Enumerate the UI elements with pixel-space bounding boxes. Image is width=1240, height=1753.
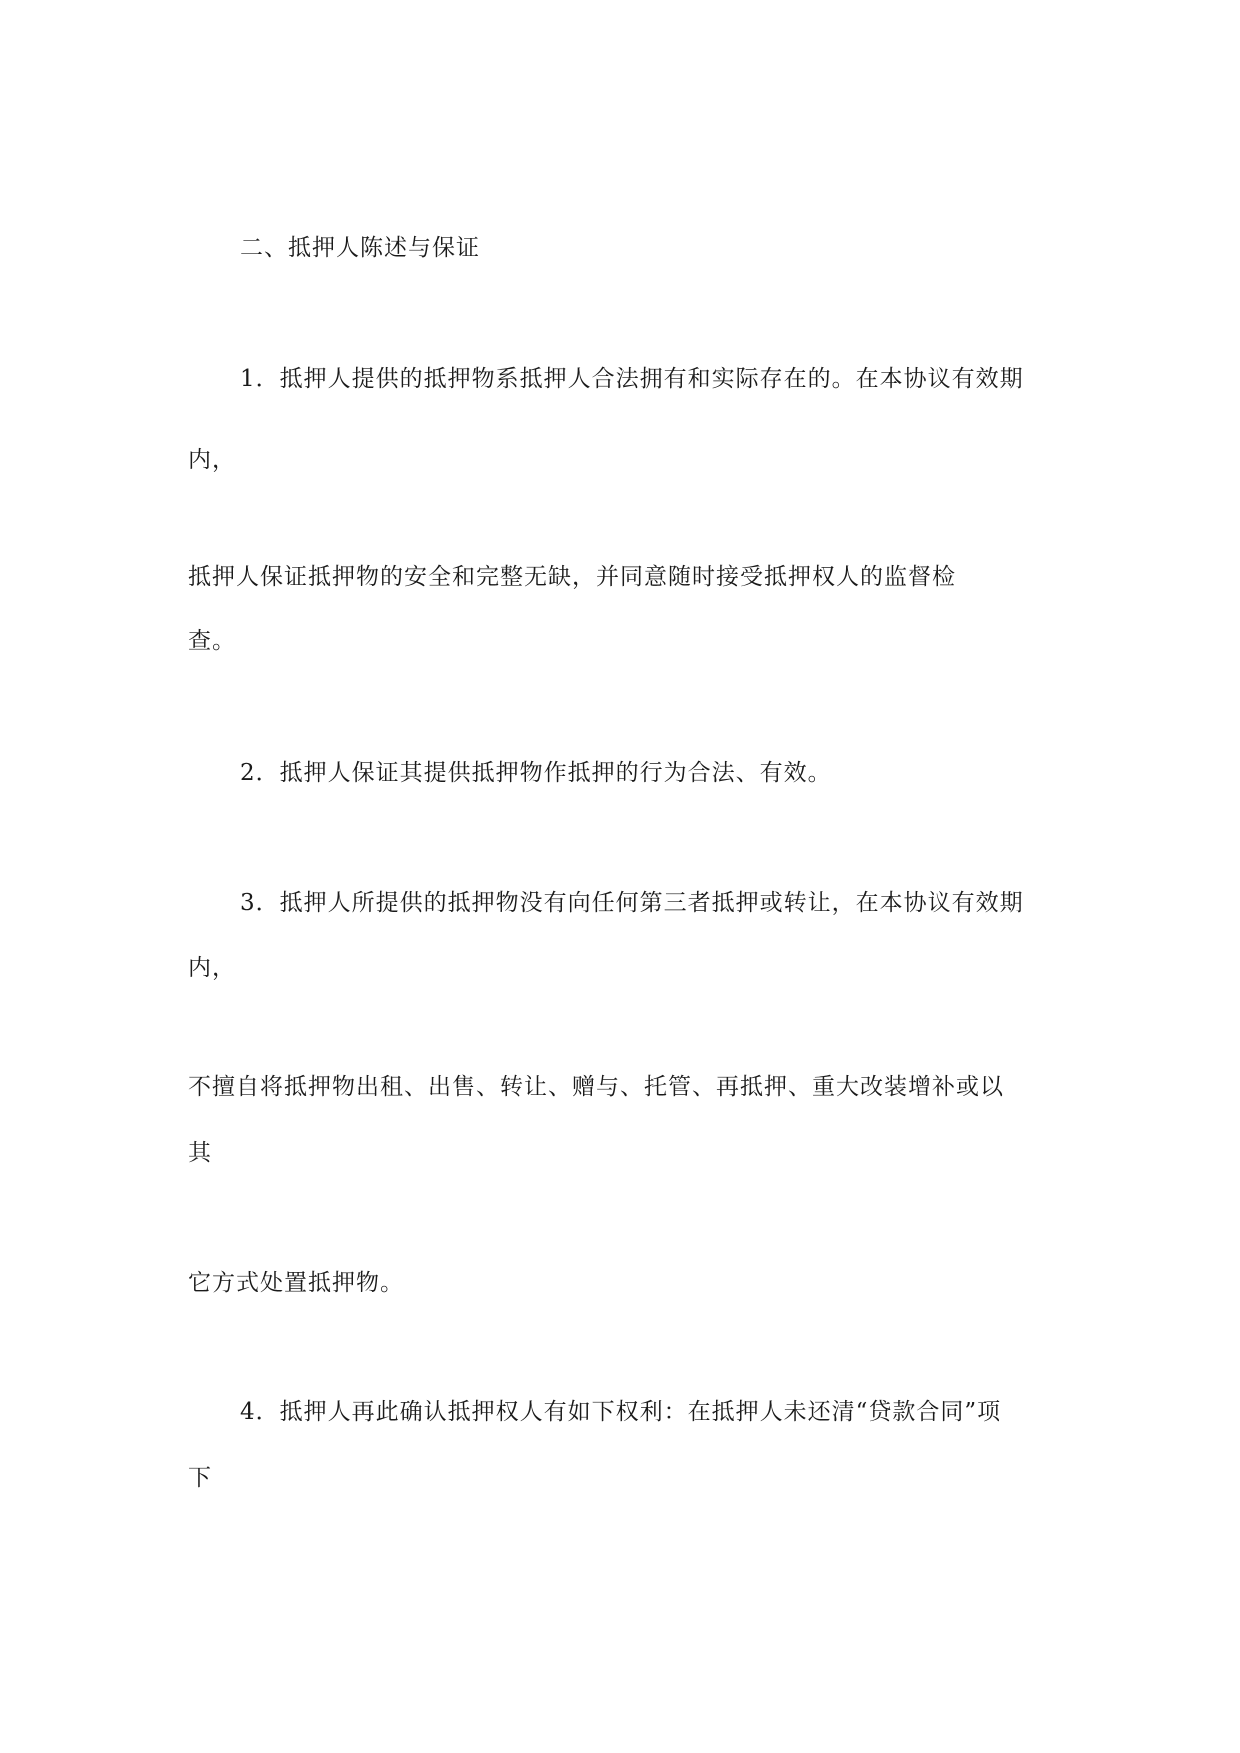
clause-1-line-3: 抵押人保证抵押物的安全和完整无缺，并同意随时接受抵押权人的监督检 xyxy=(188,564,956,590)
clause-3-line-4: 其 xyxy=(188,1140,212,1166)
clause-3-line-5: 它方式处置抵押物。 xyxy=(188,1270,404,1296)
clause-3-line-2: 内， xyxy=(188,955,236,981)
clause-3-line-1: 3．抵押人所提供的抵押物没有向任何第三者抵押或转让，在本协议有效期 xyxy=(240,890,1024,916)
clause-1-line-4: 查。 xyxy=(188,628,236,654)
clause-1-line-1: 1．抵押人提供的抵押物系抵押人合法拥有和实际存在的。在本协议有效期 xyxy=(240,366,1024,392)
clause-1-line-2: 内， xyxy=(188,447,236,473)
clause-3-line-3: 不擅自将抵押物出租、出售、转让、赠与、托管、再抵押、重大改装增补或以 xyxy=(188,1074,1004,1100)
clause-2-line-1: 2．抵押人保证其提供抵押物作抵押的行为合法、有效。 xyxy=(240,760,832,786)
clause-4-line-2: 下 xyxy=(188,1465,212,1491)
clause-4-line-1: 4．抵押人再此确认抵押权人有如下权利：在抵押人未还清“贷款合同”项 xyxy=(240,1399,1002,1425)
section-heading: 二、抵押人陈述与保证 xyxy=(240,235,480,261)
